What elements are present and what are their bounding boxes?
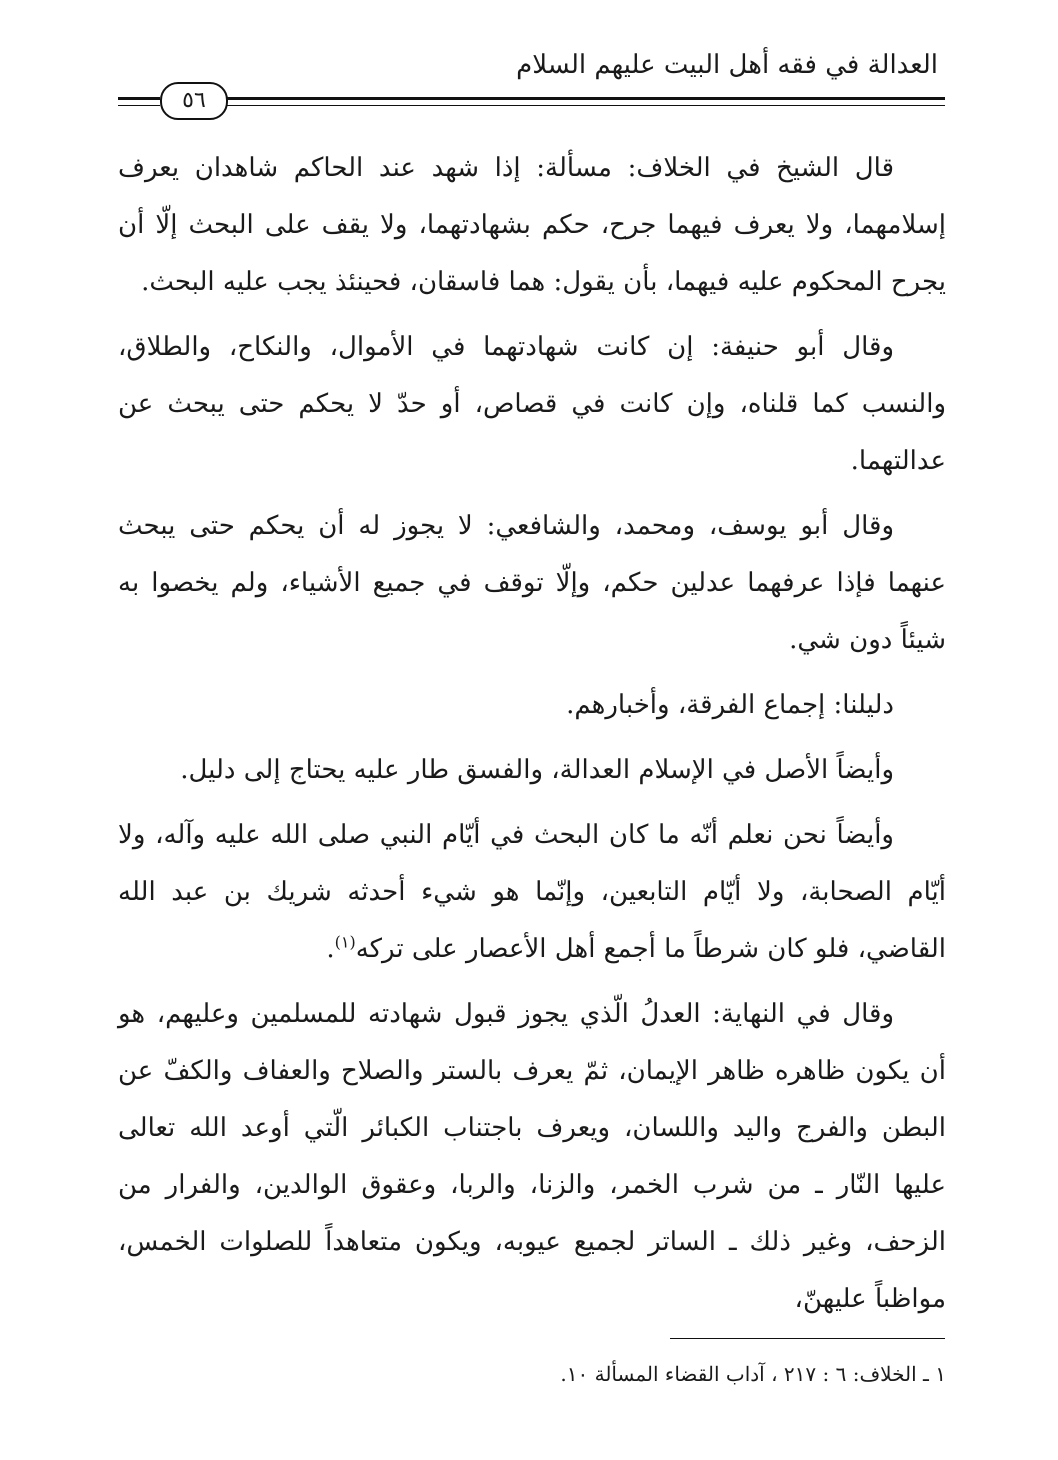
paragraph-2: وقال أبو حنيفة: إن كانت شهادتهما في الأموال، والنكاح، والطلاق، والنسب كما قلناه، وإن كانت في قصاص، أو حدّ لا يحكم حتى يبحث عن عدالتهما. bbox=[118, 332, 946, 476]
header-rule-thin bbox=[225, 105, 945, 106]
paragraph-7: وقال في النهاية: العدلُ الّذي يجوز قبول شهادته للمسلمين وعليهم، هو أن يكون ظاهره ظاهر الإيمان، ثمّ يعرف بالستر والصلاح والعفاف والكفّ عن البطن والفرج واليد واللسان، ويعرف باجتناب الكبائر الّتي أوعد الله تعالى عليها النّار ـ من شرب الخمر، والزنا، والربا، وعقوق الوالدين، والفرار من الزحف، وغير ذلك ـ الساتر لجميع عيوبه، ويكون متعاهداً للصلوات الخمس، مواظباً عليهنّ، bbox=[118, 999, 946, 1314]
header-rule-left bbox=[118, 97, 160, 100]
paragraph-6-end: . bbox=[326, 934, 335, 964]
body-text bbox=[118, 140, 946, 1336]
paragraph-4: دليلنا: إجماع الفرقة، وأخبارهم. bbox=[566, 690, 894, 720]
running-title: العدالة في فقه أهل البيت عليهم السلام bbox=[516, 50, 938, 80]
page-number: ٥٦ bbox=[160, 82, 228, 120]
footnote-separator bbox=[670, 1338, 945, 1339]
paragraph-6-text: وأيضاً نحن نعلم أنّه ما كان البحث في أيّام النبي صلى الله عليه وآله، ولا أيّام الصحابة، ولا أيّام التابعين، وإنّما هو شيء أحدثه شريك بن عبد الله القاضي، فلو كان شرطاً ما أجمع أهل الأعصار على تركه bbox=[118, 820, 946, 964]
header-rule-left-thin bbox=[118, 105, 160, 106]
footnote-marker[interactable]: (١) bbox=[334, 932, 356, 952]
footnote: ١ ـ الخلاف: ٦ : ٢١٧ ، آداب القضاء المسألة ١٠. bbox=[560, 1362, 946, 1386]
paragraph-6 bbox=[118, 807, 946, 978]
paragraph-5: وأيضاً الأصل في الإسلام العدالة، والفسق طار عليه يحتاج إلى دليل. bbox=[180, 755, 894, 785]
paragraph-1: قال الشيخ في الخلاف: مسألة: إذا شهد عند الحاكم شاهدان يعرف إسلامهما، ولا يعرف فيهما جرح، حكم بشهادتهما، ولا يقف على البحث إلّا أن يجرح المحكوم عليه فيهما، بأن يقول: هما فاسقان، فحينئذ يجب عليه البحث. bbox=[118, 153, 946, 297]
paragraph-3: وقال أبو يوسف، ومحمد، والشافعي: لا يجوز له أن يحكم حتى يبحث عنهما فإذا عرفهما عدلين حكم، وإلّا توقف في جميع الأشياء، ولم يخصوا به شيئاً دون شي. bbox=[118, 511, 946, 655]
header-rule-thick bbox=[225, 97, 945, 100]
